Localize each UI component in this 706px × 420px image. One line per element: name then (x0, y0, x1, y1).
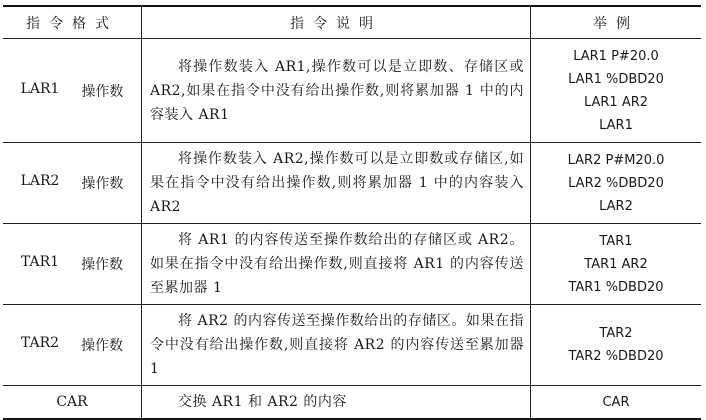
example-cell (531, 305, 702, 386)
example-cell (531, 386, 702, 420)
description-cell (142, 305, 531, 386)
example-line: TAR1 %DBD20 (568, 279, 664, 295)
table-row (3, 224, 701, 305)
mnemonic: LAR1 (20, 80, 60, 97)
operand: 操作数 (81, 176, 124, 192)
example-line: LAR1 %DBD20 (568, 71, 664, 87)
mnemonic: TAR1 (20, 254, 60, 270)
example-line: TAR1 (599, 233, 633, 249)
example-line: LAR2 (599, 198, 633, 214)
mnemonic: CAR (56, 394, 88, 410)
format-cell (3, 386, 142, 420)
table-row (3, 143, 701, 224)
table-row (3, 305, 701, 386)
example-line: LAR1 P#20.0 (573, 48, 659, 64)
mnemonic: TAR2 (20, 335, 60, 351)
header-example: 举例 (531, 6, 702, 39)
description-cell (142, 143, 531, 224)
description-text: 交换 AR1 和 AR2 的内容 (178, 394, 347, 410)
example-line: LAR2 %DBD20 (568, 175, 664, 191)
format-cell (3, 305, 142, 386)
header-row (3, 6, 701, 39)
description-cell (142, 386, 531, 420)
example-cell (531, 143, 702, 224)
mnemonic: LAR2 (20, 173, 60, 189)
description-cell (142, 224, 531, 305)
description-text: 将 AR1 的内容传送至操作数给出的存储区或 AR2。如果在指令中没有给出操作数,则直接将 AR1 的内容传送至累加器 1 (150, 232, 524, 296)
example-line: LAR2 P#M20.0 (567, 152, 665, 168)
description-text: 将操作数装入 AR1,操作数可以是立即数、存储区或 AR2,如果在指令中没有给出操作数,则将累加器 1 中的内容装入 AR1 (150, 58, 524, 123)
example-cell (531, 39, 702, 143)
header-description: 指令说明 (142, 6, 531, 39)
example-cell (531, 224, 702, 305)
instruction-table (3, 5, 701, 420)
description-text: 将 AR2 的内容传送至操作数给出的存储区。如果在指令中没有给出操作数,则直接将 AR2 的内容传送至累加器 1 (150, 313, 524, 377)
operand: 操作数 (81, 257, 124, 273)
table-row (3, 39, 701, 143)
description-cell (142, 39, 531, 143)
example-line: TAR2 %DBD20 (568, 349, 664, 364)
example-line: LAR1 AR2 (583, 94, 649, 110)
table-row (3, 386, 701, 420)
operand: 操作数 (81, 83, 124, 100)
format-cell (3, 39, 142, 143)
description-text: 将操作数装入 AR2,操作数可以是立即数或存储区,如果在指令中没有给出操作数,则将累加器 1 中的内容装入 AR2 (150, 151, 524, 215)
format-cell (3, 143, 142, 224)
example-line: LAR1 (599, 117, 633, 133)
example-line: TAR1 AR2 (584, 256, 648, 272)
header-format: 指令格式 (3, 6, 142, 39)
example-line: TAR2 (599, 326, 633, 341)
operand: 操作数 (81, 338, 124, 354)
format-cell (3, 224, 142, 305)
example-line: CAR (602, 394, 630, 410)
